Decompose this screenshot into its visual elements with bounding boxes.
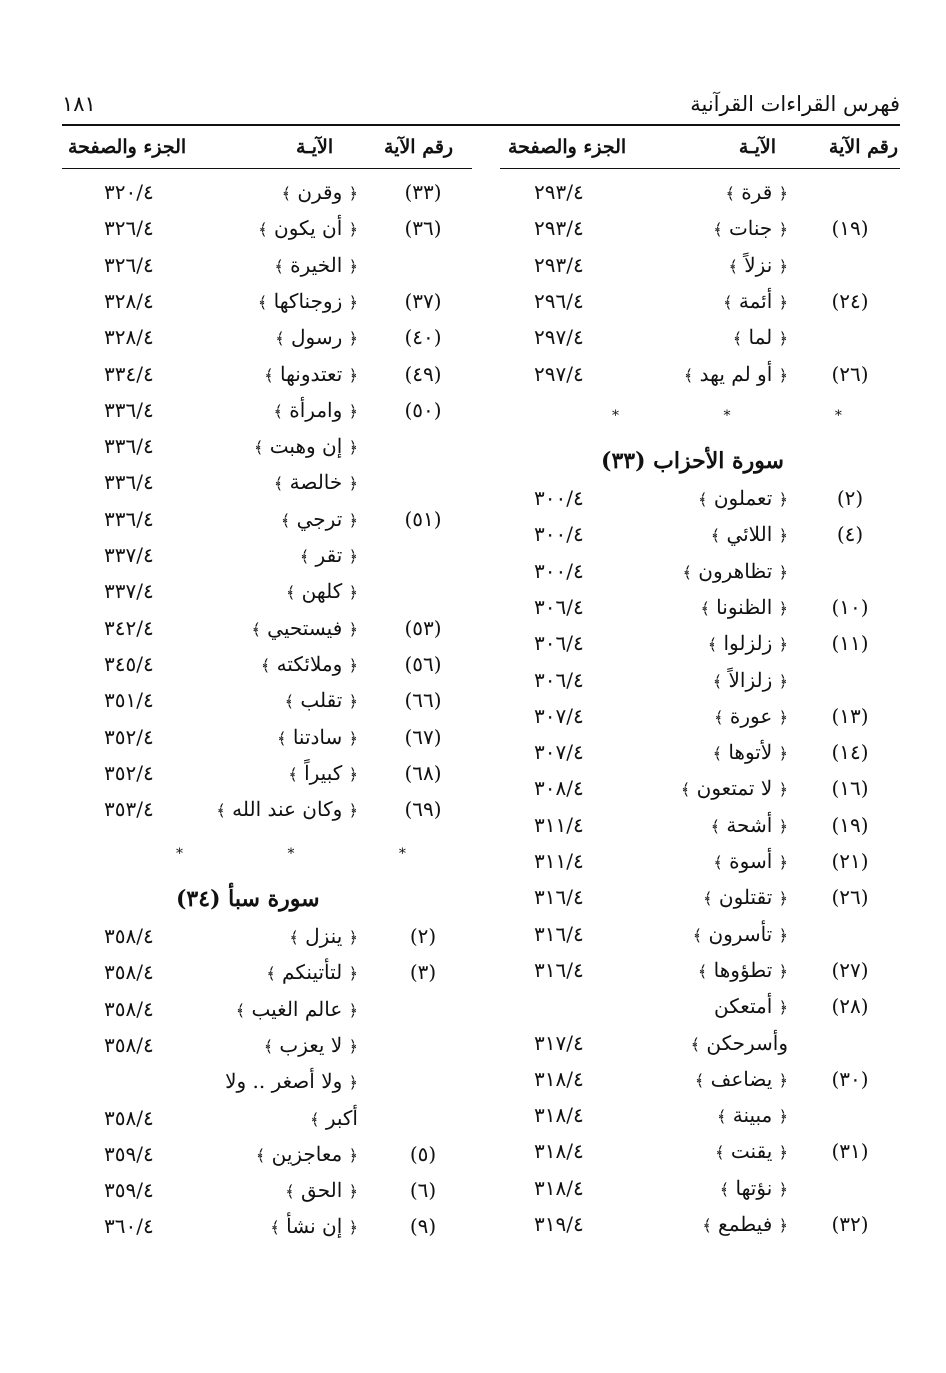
verse-reading: ﴿ إن وهبت ﴾ (254, 434, 358, 459)
verse-reading: ﴿ أمتعكن (714, 994, 788, 1019)
left-row (0, 253, 946, 289)
left-row (0, 289, 946, 325)
verse-number: (٣٢) (831, 1212, 869, 1236)
verse-reading: ﴿ لأتوها ﴾ (712, 740, 788, 765)
verse-text: تقر (315, 543, 343, 567)
sura-title-right: سورة الأحزاب (٣٣) (601, 448, 784, 474)
volume-page-ref: ٣٥٨/٤ (104, 960, 154, 985)
left-row (0, 1214, 946, 1250)
verse-reading: ﴿ يقنت ﴾ (715, 1139, 788, 1164)
volume-page-ref: ٣٥٢/٤ (104, 760, 154, 785)
volume-page-ref: ٢٩٧/٤ (534, 325, 584, 350)
verse-reading: ﴿ لما ﴾ (732, 325, 788, 350)
verse-text: لا تمتعون (696, 776, 773, 801)
verse-number: (٥١) (404, 506, 442, 531)
verse-number: (٣٦) (404, 216, 442, 241)
verse-number: (٣٣) (404, 180, 442, 204)
verse-reading: ﴿ جنات ﴾ (713, 216, 788, 241)
volume-page-ref: ٣٦٠/٤ (104, 1214, 154, 1239)
verse-text: كبيراً (304, 760, 343, 785)
verse-reading: ﴿ ولا أصغر .. ولا (225, 1069, 358, 1094)
volume-page-ref: ٣١٨/٤ (534, 1139, 584, 1164)
verse-number: (٥) (409, 1141, 437, 1166)
verse-number: (٦) (409, 1178, 437, 1203)
volume-page-ref: ٣٣٧/٤ (104, 579, 154, 604)
verse-number: (٢٨) (831, 994, 869, 1019)
verse-reading: ﴿ لا يعزب ﴾ (263, 1032, 358, 1057)
verse-reading: ﴿ كلهن ﴾ (285, 579, 358, 604)
verse-reading: ﴿ نؤتها ﴾ (719, 1175, 788, 1200)
col-header-rule-right (500, 168, 900, 169)
verse-number: (٦٩) (404, 797, 442, 822)
verse-reading: ﴿ تقر ﴾ (299, 543, 358, 567)
verse-reading: ﴿ اللائي ﴾ (710, 522, 788, 547)
verse-reading: ﴿ تظاهرون ﴾ (682, 558, 788, 583)
verse-reading: ﴿ فيستحيي ﴾ (251, 615, 358, 640)
verse-text: كلهن (301, 579, 343, 604)
volume-page-ref: ٣١٩/٤ (534, 1212, 584, 1236)
verse-number: (١٩) (831, 812, 869, 837)
verse-reading: ﴿ ينزل ﴾ (289, 924, 358, 948)
volume-page-ref: ٣٤٢/٤ (104, 615, 154, 640)
left-row (0, 957, 946, 996)
verse-text: جنات (728, 216, 773, 241)
verse-text: لما (748, 325, 773, 350)
verse-reading: ﴿ تعملون ﴾ (698, 486, 788, 510)
verse-text: الحق (301, 1178, 343, 1203)
volume-page-ref: ٣٠٧/٤ (534, 740, 584, 765)
verse-text: عالم الغيب (251, 996, 343, 1021)
volume-page-ref: ٣٠٨/٤ (534, 776, 584, 801)
volume-page-ref: ٣٥٩/٤ (104, 1141, 154, 1166)
volume-page-ref: ٣٠٦/٤ (534, 631, 584, 656)
col-header-rule-left (62, 168, 472, 169)
volume-page-ref: ٣١٨/٤ (534, 1175, 584, 1200)
left-row (0, 797, 946, 833)
verse-text: وأسرحكن (706, 1030, 788, 1055)
verse-reading: ﴿ إن نشأ ﴾ (270, 1214, 358, 1239)
left-row (0, 325, 946, 361)
col-header-verse-no-left: رقم الآية (384, 136, 454, 158)
left-row (0, 1106, 946, 1142)
verse-text: وقرن (297, 180, 343, 204)
volume-page-ref: ٣٥٣/٤ (104, 797, 154, 822)
verse-reading: ﴿ تقتلون ﴾ (703, 885, 788, 910)
verse-text: اللائي (726, 522, 773, 547)
left-row (0, 543, 946, 579)
verse-text: نزلاً (744, 252, 773, 277)
verse-number: (٦٧) (404, 724, 442, 749)
verse-reading: ﴿ يضاعف ﴾ (694, 1066, 788, 1091)
verse-reading: ﴿ أئمة ﴾ (723, 288, 788, 313)
verse-text: لا يعزب (279, 1032, 343, 1057)
verse-number: (٩) (409, 1214, 437, 1239)
verse-reading: ﴿ سادتنا ﴾ (277, 724, 358, 749)
right-row (0, 849, 946, 885)
col-header-verse-left: الآيـة (296, 136, 334, 158)
verse-text: أئمة (738, 288, 773, 313)
verse-reading: ﴿ وقرن ﴾ (281, 180, 358, 204)
verse-reading: ﴿ وامرأة ﴾ (273, 397, 358, 422)
volume-page-ref: ٣١١/٤ (534, 812, 584, 837)
volume-page-ref: ٢٩٧/٤ (534, 361, 584, 386)
verse-number: (٢) (836, 486, 864, 510)
verse-text: فيستحيي (267, 615, 343, 640)
verse-text: سادتنا (292, 724, 343, 749)
verse-reading: ﴿ الخيرة ﴾ (274, 252, 358, 277)
volume-page-ref: ٣٠٠/٤ (534, 558, 584, 583)
verse-text: تظاهرون (698, 558, 773, 583)
verse-number: (١٦) (831, 776, 869, 801)
left-row (0, 216, 946, 252)
left-row (0, 725, 946, 761)
verse-text: زلزلوا (723, 631, 773, 656)
volume-page-ref: ٣٠٦/٤ (534, 594, 584, 619)
verse-reading: ﴿ ترجي ﴾ (280, 506, 358, 531)
verse-text: الظنونا (716, 594, 773, 619)
verse-text: تعتدونها (279, 361, 343, 386)
verse-reading: ﴿ نزلاً ﴾ (728, 252, 788, 277)
verse-reading: ﴿ وكان عند الله ﴾ (216, 797, 358, 822)
volume-page-ref: ٣٤٥/٤ (104, 651, 154, 676)
col-header-ref-right: الجزء والصفحة (508, 136, 627, 158)
volume-page-ref: ٣٥٨/٤ (104, 924, 154, 948)
page-number: ١٨١ (62, 92, 96, 116)
left-row (0, 1066, 946, 1105)
verse-text: إن نشأ (286, 1214, 343, 1239)
verse-number: (٢٤) (831, 288, 869, 313)
verse-reading: ﴿ فيطمع ﴾ (702, 1212, 788, 1236)
verse-text: تقلب (300, 688, 343, 713)
left-row (0, 997, 946, 1033)
verse-reading: ﴿ زلزلوا ﴾ (707, 631, 788, 656)
verse-text: أشحة (726, 812, 773, 837)
volume-page-ref: ٣٥٨/٤ (104, 1032, 154, 1057)
volume-page-ref: ٢٩٦/٤ (534, 288, 584, 313)
verse-reading: ﴿ زلزالاً ﴾ (712, 667, 788, 692)
volume-page-ref: ٣١٦/٤ (534, 885, 584, 910)
verse-text: إن وهبت (269, 434, 343, 459)
verse-text: زلزالاً (728, 667, 773, 692)
verse-text: خالصة (289, 470, 343, 495)
verse-number: (٣٠) (831, 1066, 869, 1091)
volume-page-ref: ٣٢٨/٤ (104, 325, 154, 350)
page-header (62, 92, 900, 122)
volume-page-ref: ٣٣٦/٤ (104, 434, 154, 459)
verse-reading: أكبر ﴾ (310, 1105, 358, 1130)
section-separator-stars-left: * * * (176, 846, 456, 862)
verse-text: ولا أصغر .. ولا (225, 1069, 343, 1094)
verse-reading: ﴿ زوجناكها ﴾ (257, 288, 358, 313)
volume-page-ref: ٣١١/٤ (534, 849, 584, 873)
verse-text: مبينة (732, 1103, 773, 1128)
verse-text: يضاعف (710, 1066, 773, 1091)
verse-text: تطؤوها (713, 957, 773, 982)
left-row (0, 652, 946, 688)
volume-page-ref: ٣٠٠/٤ (534, 486, 584, 510)
running-title: فهرس القراءات القرآنية (690, 92, 900, 116)
verse-reading: ﴿ أشحة ﴾ (710, 812, 788, 837)
volume-page-ref: ٣٥٨/٤ (104, 996, 154, 1021)
col-header-verse-right: الآيـة (738, 136, 776, 158)
verse-reading: ﴿ أن يكون ﴾ (258, 216, 358, 241)
verse-number: (٤٠) (404, 325, 442, 350)
verse-text: أمتعكن (714, 994, 773, 1019)
verse-text: أسوة (729, 849, 773, 873)
verse-number: (٦٨) (404, 760, 442, 785)
verse-reading: ﴿ الظنونا ﴾ (700, 594, 788, 619)
verse-number: (١٤) (831, 740, 869, 765)
volume-page-ref: ٣١٨/٤ (534, 1066, 584, 1091)
verse-text: نؤتها (735, 1175, 773, 1200)
verse-reading: ﴿ أسوة ﴾ (713, 849, 788, 873)
verse-number: (٣١) (831, 1139, 869, 1164)
volume-page-ref: ٣٥١/٤ (104, 688, 154, 713)
verse-number: (٣٧) (404, 288, 442, 313)
verse-reading: ﴿ تطؤوها ﴾ (697, 957, 788, 982)
verse-number: (٥٠) (404, 397, 442, 422)
verse-number: (٢) (409, 924, 437, 948)
verse-reading: ﴿ رسول ﴾ (275, 325, 358, 350)
volume-page-ref: ٣١٧/٤ (534, 1030, 584, 1055)
verse-text: أن يكون (274, 216, 343, 241)
volume-page-ref: ٣٠٧/٤ (534, 703, 584, 728)
volume-page-ref: ٣٢٦/٤ (104, 252, 154, 277)
volume-page-ref: ٢٩٣/٤ (534, 252, 584, 277)
verse-number: (٤) (836, 522, 864, 547)
left-row (0, 616, 946, 652)
volume-page-ref: ٣٠٦/٤ (534, 667, 584, 692)
verse-reading: ﴿ معاجزين ﴾ (255, 1141, 358, 1166)
left-row (0, 688, 946, 724)
volume-page-ref: ٣٣٦/٤ (104, 506, 154, 531)
verse-reading: ﴿ لا تمتعون ﴾ (680, 776, 788, 801)
volume-page-ref: ٣٥٨/٤ (104, 1105, 154, 1130)
left-row (0, 362, 946, 398)
verse-reading: ﴿ عورة ﴾ (714, 703, 788, 728)
left-row (0, 507, 946, 543)
volume-page-ref: ٣٠٠/٤ (534, 522, 584, 547)
verse-text: زوجناكها (273, 288, 343, 313)
verse-number: (٢١) (831, 849, 869, 873)
col-header-ref-left: الجزء والصفحة (68, 136, 187, 158)
verse-number: (٢٦) (831, 361, 869, 386)
left-row (0, 1142, 946, 1178)
verse-text: فيطمع (718, 1212, 773, 1236)
verse-text: ترجي (296, 506, 343, 531)
verse-text: معاجزين (271, 1141, 343, 1166)
right-row (0, 885, 946, 921)
volume-page-ref: ٣١٦/٤ (534, 921, 584, 946)
verse-number: (٥٦) (404, 651, 442, 676)
volume-page-ref: ٣٣٦/٤ (104, 397, 154, 422)
verse-number: (٢٧) (831, 957, 869, 982)
verse-reading: وأسرحكن ﴾ (690, 1030, 788, 1055)
volume-page-ref: ٣٣٧/٤ (104, 543, 154, 567)
volume-page-ref: ٣١٦/٤ (534, 957, 584, 982)
volume-page-ref: ٣٣٤/٤ (104, 361, 154, 386)
left-row (0, 180, 946, 216)
verse-number: (١٣) (831, 703, 869, 728)
verse-text: تقتلون (718, 885, 773, 910)
left-row (0, 1030, 946, 1069)
verse-reading: ﴿ تعتدونها ﴾ (264, 361, 358, 386)
verse-reading: ﴿ تقلب ﴾ (284, 688, 358, 713)
verse-text: عورة (729, 703, 773, 728)
verse-text: قرة (741, 180, 773, 204)
verse-reading: ﴿ وملائكته ﴾ (260, 651, 358, 676)
volume-page-ref: ٣٢٨/٤ (104, 288, 154, 313)
left-row (0, 1175, 946, 1214)
verse-number: (٣) (409, 960, 437, 985)
left-row (0, 761, 946, 797)
verse-text: رسول (290, 325, 343, 350)
verse-text: لتأتينكم (282, 960, 343, 985)
volume-page-ref: ٢٩٣/٤ (534, 180, 584, 204)
verse-number: (٤٩) (404, 361, 442, 386)
left-row (0, 470, 946, 506)
volume-page-ref: ٣١٨/٤ (534, 1103, 584, 1128)
left-row (0, 579, 946, 615)
verse-reading: ﴿ تأسرون ﴾ (692, 921, 788, 946)
sura-title-left: سورة سبأ (٣٤) (176, 886, 320, 912)
left-row (0, 921, 946, 960)
verse-text: ينزل (305, 924, 343, 948)
volume-page-ref: ٢٩٣/٤ (534, 216, 584, 241)
volume-page-ref: ٣٢٠/٤ (104, 180, 154, 204)
verse-number: (١٠) (831, 594, 869, 619)
verse-number: (١٩) (831, 216, 869, 241)
header-rule (62, 124, 900, 126)
verse-reading: ﴿ الحق ﴾ (285, 1178, 358, 1203)
verse-text: وملائكته (276, 651, 343, 676)
verse-text: يقنت (730, 1139, 773, 1164)
verse-reading: ﴿ لتأتينكم ﴾ (266, 960, 358, 985)
verse-text: وكان عند الله (232, 797, 343, 822)
volume-page-ref: ٣٥٩/٤ (104, 1178, 154, 1203)
verse-number: (٢٦) (831, 885, 869, 910)
verse-text: وامرأة (289, 397, 343, 422)
volume-page-ref: ٣٣٦/٤ (104, 470, 154, 495)
verse-reading: ﴿ مبينة ﴾ (716, 1103, 788, 1128)
verse-text: أكبر (325, 1105, 358, 1130)
verse-reading: ﴿ قرة ﴾ (725, 180, 788, 204)
verse-reading: ﴿ كبيراً ﴾ (288, 760, 358, 785)
verse-reading: ﴿ عالم الغيب ﴾ (235, 996, 358, 1021)
verse-reading: ﴿ أو لم يهد ﴾ (683, 361, 788, 386)
verse-reading: ﴿ خالصة ﴾ (273, 470, 358, 495)
left-row (0, 434, 946, 470)
col-header-verse-no-right: رقم الآية (828, 136, 898, 158)
verse-number: (٥٣) (404, 615, 442, 640)
verse-text: أو لم يهد (699, 361, 773, 386)
verse-text: الخيرة (290, 252, 343, 277)
section-separator-stars-right: * * * (612, 408, 892, 424)
verse-number: (١١) (831, 631, 869, 656)
verse-text: لأتوها (728, 740, 773, 765)
verse-text: تعملون (713, 486, 773, 510)
volume-page-ref: ٣٢٦/٤ (104, 216, 154, 241)
verse-number: (٦٦) (404, 688, 442, 713)
verse-text: تأسرون (708, 921, 773, 946)
volume-page-ref: ٣٥٢/٤ (104, 724, 154, 749)
